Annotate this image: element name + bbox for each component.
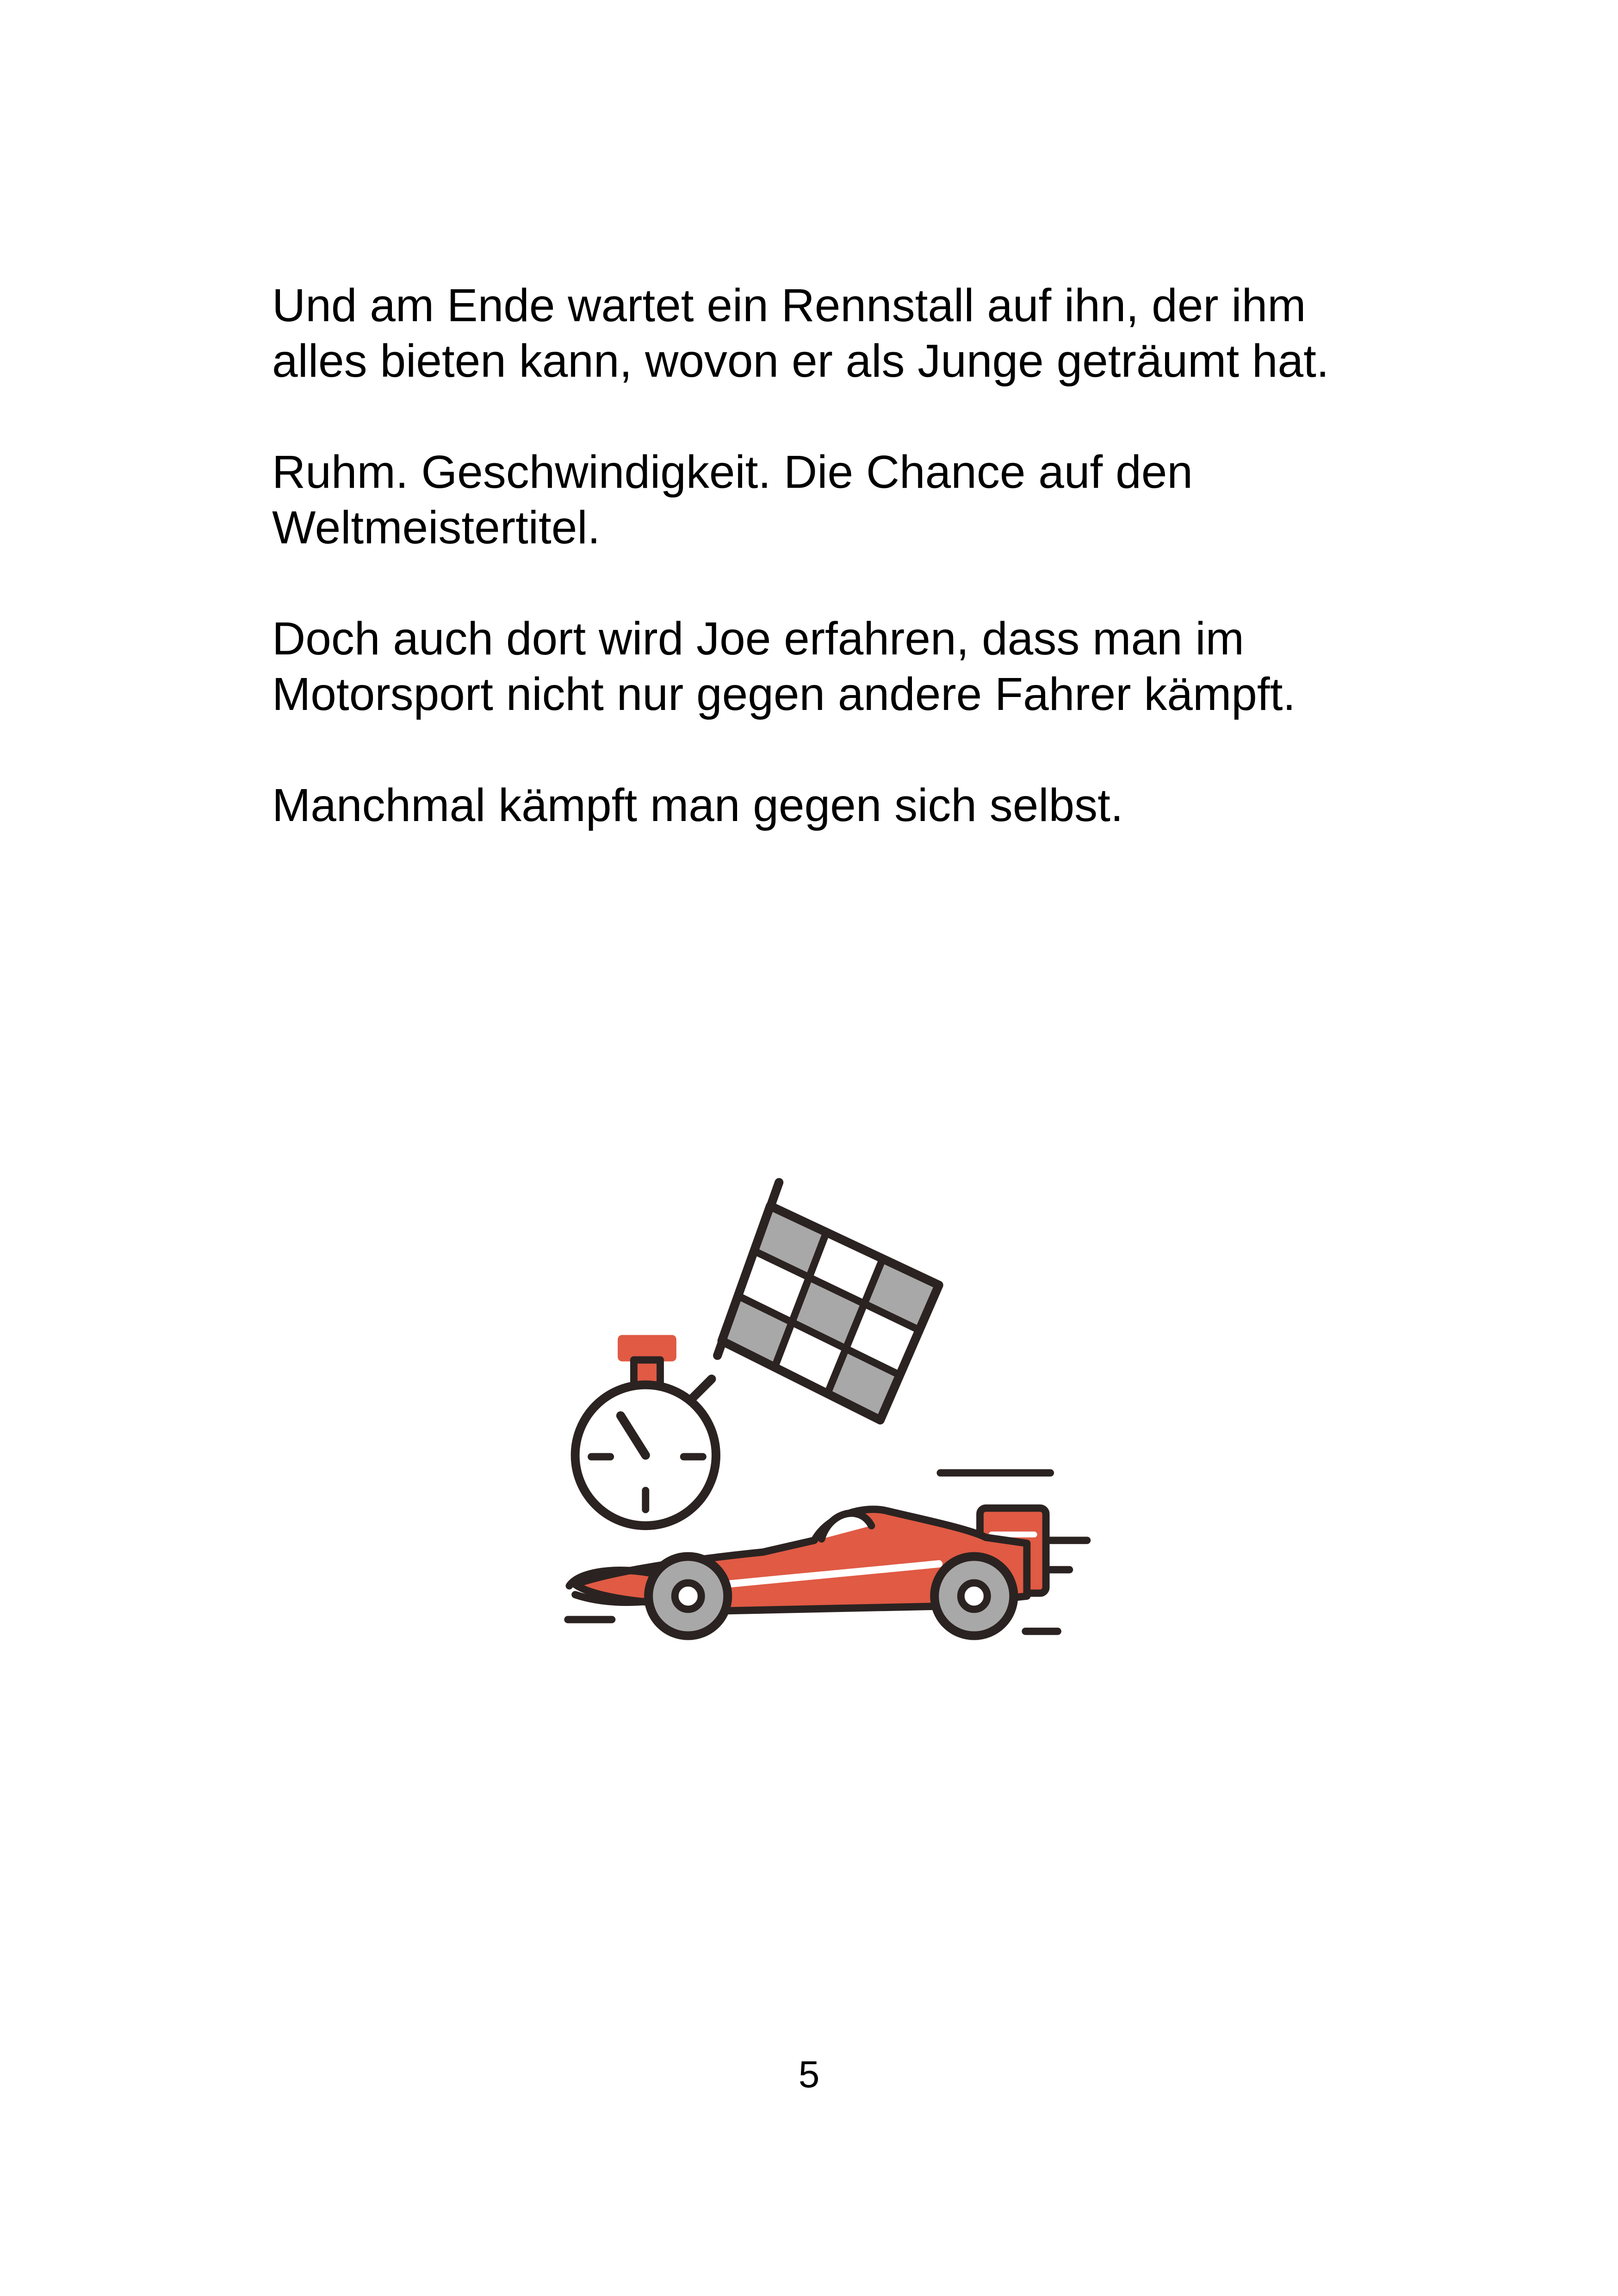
paragraph-3	[272, 611, 1429, 722]
stopwatch-icon	[575, 1335, 716, 1526]
body-text	[272, 278, 1429, 889]
paragraph-2-line-1: Ruhm. Geschwindigkeit. Die Chance auf den	[272, 446, 1193, 498]
checkered-flag-icon	[718, 1182, 939, 1420]
paragraph-1-line-2: alles bieten kann, wovon er als Junge geträumt hat.	[272, 335, 1329, 387]
rear-wheel	[935, 1556, 1014, 1636]
paragraph-2-line-2: Weltmeistertitel.	[272, 502, 601, 554]
front-wheel	[649, 1556, 728, 1636]
race-illustration	[550, 1166, 1108, 1650]
rear-wheel-hub	[961, 1583, 987, 1609]
paragraph-2	[272, 444, 1429, 555]
paragraph-4-line-1: Manchmal kämpft man gegen sich selbst.	[272, 779, 1123, 831]
page-number: 5	[798, 2053, 820, 2096]
paragraph-3-line-2: Motorsport nicht nur gegen andere Fahrer kämpft.	[272, 668, 1296, 720]
paragraph-1	[272, 278, 1429, 389]
stopwatch-side-button	[693, 1379, 712, 1398]
paragraph-1-line-1: Und am Ende wartet ein Rennstall auf ihn, der ihm	[272, 280, 1306, 331]
paragraph-3-line-1: Doch auch dort wird Joe erfahren, dass man im	[272, 613, 1244, 665]
front-wheel-hub	[675, 1583, 701, 1609]
paragraph-4	[272, 778, 1429, 833]
